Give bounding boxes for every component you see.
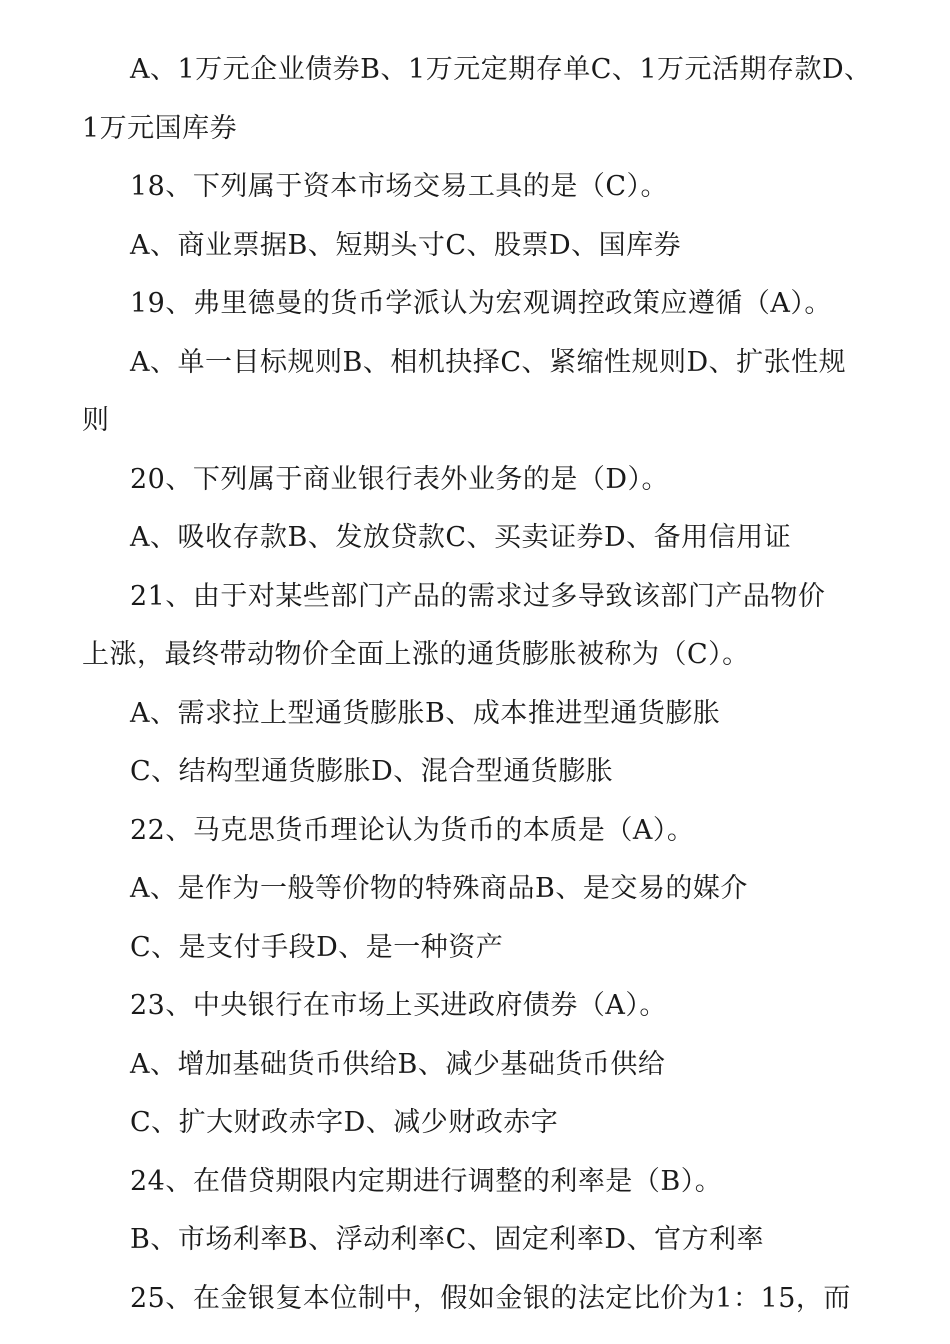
text-line: A、吸收存款B、发放贷款C、买卖证券D、备用信用证 (130, 522, 792, 553)
text-line: 19、弗里德曼的货币学派认为宏观调控政策应遵循（A）。 (130, 288, 832, 319)
text-line: B、市场利率B、浮动利率C、固定利率D、官方利率 (130, 1224, 764, 1255)
text-line: A、商业票据B、短期头寸C、股票D、国库券 (130, 230, 682, 261)
text-line: 则 (82, 405, 110, 436)
text-line: C、是支付手段D、是一种资产 (130, 932, 504, 963)
text-line: 18、下列属于资本市场交易工具的是（C）。 (130, 171, 669, 202)
text-line: 21、由于对某些部门产品的需求过多导致该部门产品物价 (130, 581, 826, 612)
text-line: A、1万元企业债券B、1万元定期存单C、1万元活期存款D、 (130, 54, 872, 85)
text-line: C、扩大财政赤字D、减少财政赤字 (130, 1107, 559, 1138)
text-line: A、是作为一般等价物的特殊商品B、是交易的媒介 (130, 873, 748, 904)
text-line: 20、下列属于商业银行表外业务的是（D）。 (130, 464, 670, 495)
text-line: A、单一目标规则B、相机抉择C、紧缩性规则D、扩张性规 (130, 347, 847, 378)
text-line: 上涨，最终带动物价全面上涨的通货膨胀被称为（C）。 (82, 639, 750, 670)
text-line: 22、马克思货币理论认为货币的本质是（A）。 (130, 815, 695, 846)
text-line: 25、在金银复本位制中，假如金银的法定比价为1：15，而 (130, 1283, 851, 1314)
text-line: A、需求拉上型通货膨胀B、成本推进型通货膨胀 (130, 698, 721, 729)
text-line: A、增加基础货币供给B、减少基础货币供给 (130, 1049, 666, 1080)
text-line: 1万元国库券 (82, 113, 238, 144)
text-line: 24、在借贷期限内定期进行调整的利率是（B）。 (130, 1166, 723, 1197)
text-line: 23、中央银行在市场上买进政府债券（A）。 (130, 990, 667, 1021)
text-line: C、结构型通货膨胀D、混合型通货膨胀 (130, 756, 614, 787)
